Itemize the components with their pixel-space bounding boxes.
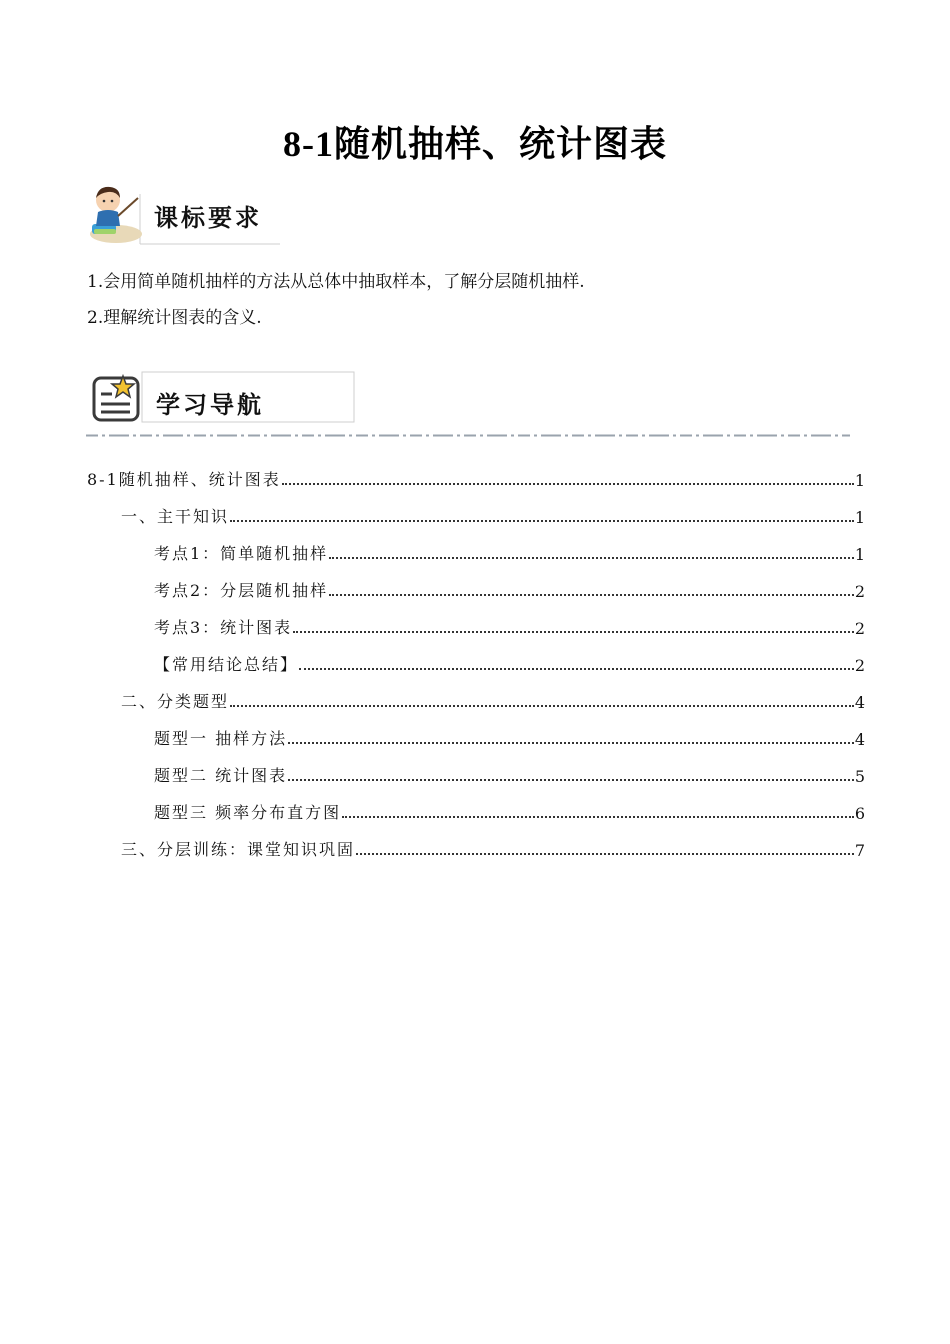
requirements-list <box>87 264 585 336</box>
toc-entry[interactable] <box>87 459 865 496</box>
toc-entry[interactable] <box>87 644 865 681</box>
toc-entry-page: 2 <box>854 656 865 675</box>
requirement-item: 1.会用简单随机抽样的方法从总体中抽取样本，了解分层随机抽样. <box>87 272 585 292</box>
toc-entry-title: 考点1：简单随机抽样 <box>154 544 329 563</box>
toc-entry-title: 题型一 抽样方法 <box>154 729 288 748</box>
toc-entry[interactable] <box>87 570 865 607</box>
page-title: 8-1随机抽样、统计图表 <box>283 124 667 164</box>
toc-leader <box>288 742 854 744</box>
toc-entry-page: 2 <box>854 582 865 601</box>
toc-entry-page: 5 <box>854 767 865 786</box>
toc-leader <box>329 594 854 596</box>
toc-entry[interactable] <box>87 718 865 755</box>
section-banner-requirements <box>86 182 282 246</box>
toc-entry-title: 二、分类题型 <box>121 692 230 711</box>
toc-entry-page: 6 <box>854 804 865 823</box>
toc-leader <box>282 483 854 485</box>
toc-entry-title: 三、分层训练：课堂知识巩固 <box>121 840 356 859</box>
dashed-divider <box>86 434 850 437</box>
toc-entry[interactable] <box>87 755 865 792</box>
toc-leader <box>329 557 854 559</box>
requirement-item: 2.理解统计图表的含义. <box>87 308 262 328</box>
toc-entry-page: 1 <box>854 508 865 527</box>
toc-leader <box>288 779 854 781</box>
toc-entry-title: 8-1随机抽样、统计图表 <box>87 470 281 489</box>
section-banner-navigation <box>90 370 356 426</box>
toc-entry-page: 1 <box>854 471 865 490</box>
toc-entry-title: 题型二 统计图表 <box>154 766 288 785</box>
toc-entry[interactable] <box>87 496 865 533</box>
toc-entry[interactable] <box>87 533 865 570</box>
toc-entry[interactable] <box>87 681 865 718</box>
toc-leader <box>230 520 854 522</box>
toc-entry-page: 2 <box>854 619 865 638</box>
toc-entry-page: 1 <box>854 545 865 564</box>
section-label-navigation: 学习导航 <box>156 390 264 419</box>
toc-entry-title: 一、主干知识 <box>121 507 230 526</box>
toc-entry[interactable] <box>87 792 865 829</box>
toc-leader <box>230 705 854 707</box>
toc-entry-page: 7 <box>854 841 865 860</box>
toc-entry-page: 4 <box>854 693 865 712</box>
toc-leader <box>356 853 854 855</box>
section-label-requirements: 课标要求 <box>154 203 262 232</box>
toc-entry-title: 题型三 频率分布直方图 <box>154 803 342 822</box>
toc-entry-title: 考点3：统计图表 <box>154 618 293 637</box>
toc-entry-title: 【常用结论总结】 <box>154 655 299 674</box>
toc-entry-title: 考点2：分层随机抽样 <box>154 581 329 600</box>
toc-leader <box>342 816 854 818</box>
toc-entry[interactable] <box>87 607 865 644</box>
toc-leader <box>293 631 854 633</box>
toc-leader <box>299 668 854 670</box>
table-of-contents <box>87 459 865 866</box>
toc-entry-page: 4 <box>854 730 865 749</box>
checklist-star-icon <box>90 370 142 426</box>
toc-entry[interactable] <box>87 829 865 866</box>
teacher-icon <box>86 182 146 246</box>
